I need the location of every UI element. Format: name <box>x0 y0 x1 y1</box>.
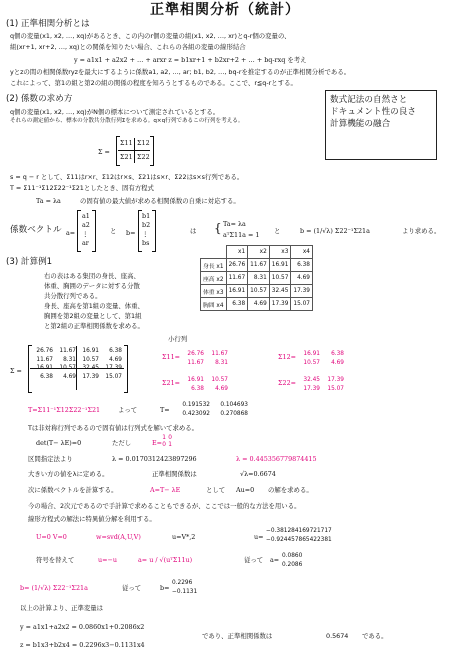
e-matrix-cell: 0 <box>162 442 166 448</box>
a-result-values <box>282 552 302 570</box>
big-sigma-cell: 4.69 <box>109 356 122 363</box>
sigma12-row <box>296 359 344 368</box>
yotte2-text: 従って <box>244 556 264 564</box>
table-row <box>201 272 313 285</box>
row-label: 身長 x1 <box>201 259 227 272</box>
s1-paragraph-1: q個の変量(x1, x2, …, xq)があるとき、この内のr個の変量の組(x1, x2, …, xr)とq-r個の変量の、 <box>10 32 291 40</box>
b-result-item: 0.2296 <box>172 580 193 586</box>
sigma11-values <box>180 350 228 367</box>
description-line: 胸囲を第2組の変量として、第1組 <box>44 312 142 320</box>
big-sigma-row <box>30 364 122 373</box>
sigma11-cell: 26.76 <box>187 351 204 357</box>
e-matrix-cell: 0 <box>168 435 172 441</box>
sigma11-row <box>180 359 228 368</box>
sigma21-cell: 6.38 <box>191 385 204 392</box>
description-line: 体重、胸囲のデータに対する分散 <box>44 282 140 290</box>
big-sigma-row <box>30 347 122 356</box>
u-negate: u=−u <box>98 556 117 564</box>
b-vector-label: b= <box>126 229 136 237</box>
table-cell: 4.69 <box>248 298 270 311</box>
t-matrix-label: T= <box>160 406 170 414</box>
t-matrix-cell: 0.104693 <box>220 402 248 408</box>
eigen-equation: Ta = λa <box>36 197 61 205</box>
sigma22-label: Σ22= <box>278 379 297 387</box>
u-vector-label: u= <box>254 533 264 541</box>
s2-paragraph-1: q個の変量(x1, x2, …, xq)がN個の標本について測定されているとする。 <box>10 108 220 116</box>
big-sigma-cell: 32.45 <box>82 365 99 371</box>
t-matrix-cell: 0.191532 <box>182 402 210 408</box>
e-matrix-values <box>160 435 172 449</box>
u-vector-item: −0.924457865422381 <box>266 537 332 543</box>
au-equation: Au=0 <box>236 486 255 494</box>
tadashi-text: ただし <box>112 439 132 447</box>
s2-paragraph-3: s = q − r として、Σ11はr×r、Σ12はr×s、Σ21はs×r、Σ22はs×s行列である。 <box>10 173 244 181</box>
table-cell: 8.31 <box>248 272 270 285</box>
system-eq-2: aᵀΣ11a = 1 <box>223 231 260 239</box>
note-line-1: 数式記法の自然さと <box>330 95 408 105</box>
t-matrix-cell: 0.270868 <box>220 411 248 417</box>
table-cell: 15.07 <box>291 298 313 311</box>
table-cell: 16.91 <box>269 259 291 272</box>
s2-paragraph-5: の固有値の最大値が求める相関係数の自乗に対応する。 <box>80 197 240 205</box>
sign-change-text: 符号を替えて <box>36 556 75 564</box>
a-matrix-equation: A=T− λE <box>150 486 181 494</box>
sigma12-cell: 6.38 <box>331 351 344 357</box>
big-sigma-cell: 11.67 <box>59 348 76 354</box>
section-2-heading: (2) 係数の求め方 <box>6 94 73 104</box>
table-row <box>201 259 313 272</box>
description-line: と第2組の正準相関係数を求める。 <box>44 322 144 330</box>
a-result-item: 0.0860 <box>282 553 303 559</box>
a-vector-item: ar <box>82 239 89 247</box>
table-header-row <box>201 246 313 259</box>
big-sigma-right-bracket <box>124 345 128 393</box>
lambda-2: λ = 0.445356779874415 <box>236 455 317 463</box>
s2-paragraph-4: T = Σ11⁻¹Σ12Σ22⁻¹Σ21としたとき、固有方程式 <box>10 184 154 192</box>
a-vector-right-bracket <box>92 210 96 252</box>
u-vector-item: −0.381284169721717 <box>266 528 332 534</box>
lambda-1: λ = 0.0170312423897296 <box>112 455 197 463</box>
canonical-corr-label: 正準相関係数は <box>152 470 197 478</box>
big-sigma-cell: 6.38 <box>40 373 53 380</box>
big-sigma-cell: 15.07 <box>105 373 122 380</box>
sigma-label: Σ = <box>98 148 110 156</box>
table-cell: 26.76 <box>226 259 248 272</box>
table-cell: 10.57 <box>248 285 270 298</box>
yotte3-text: 従って <box>122 584 142 592</box>
sigma22-row <box>296 385 344 394</box>
e-matrix-row <box>160 435 172 442</box>
sigma21-cell: 16.91 <box>187 377 204 383</box>
t-nonsymmetric-note: Tは非対称行列であるので固有値は行列式を解いて求める。 <box>28 424 199 432</box>
a-vector-item: a2 <box>82 221 90 229</box>
sigma12-cell: 10.57 <box>303 359 320 366</box>
and2-text: と <box>274 227 281 235</box>
sigma12-row <box>296 350 344 359</box>
toshite-text: として <box>206 486 226 494</box>
note-line-3: 計算機能の融合 <box>330 119 391 129</box>
u-assign: u=V*,2 <box>172 533 196 541</box>
big-sigma-cell: 11.67 <box>36 356 53 363</box>
table-cell: 32.45 <box>269 285 291 298</box>
final-value: 0.5674 <box>326 632 349 640</box>
s1-paragraph-2: 組(xr+1, xr+2, …, xq)との関係を知りたい場合、これらの各組の変量の線形結合 <box>10 43 246 51</box>
a-vector-item: ⋮ <box>82 230 89 238</box>
big-sigma-row <box>30 373 122 382</box>
t-matrix-cell: 0.423092 <box>182 411 210 417</box>
sigma11-label: Σ11= <box>162 353 181 361</box>
b-vector-right-bracket <box>152 210 156 252</box>
u-vector-values <box>266 527 332 545</box>
table-header: x1 <box>226 246 248 259</box>
table-cell: 17.39 <box>269 298 291 311</box>
b-vector-item: b2 <box>142 221 151 229</box>
b-equation: b = (1/√λ) Σ22⁻¹Σ21a <box>300 227 370 235</box>
row-label: 胸囲 x4 <box>201 298 227 311</box>
final-text-2: である。 <box>362 632 388 640</box>
covariance-table <box>200 245 313 311</box>
au-solve-text: の解を求める。 <box>268 486 313 494</box>
z-canonical-variate: z = b1x3+b2x4 = 0.2296x3−0.1131x4 <box>20 641 145 649</box>
sqrt-lambda: √λ=0.6674 <box>240 470 276 478</box>
svd-paragraph: 線形方程式の解法に特異値分解を利用する。 <box>28 515 156 523</box>
ha-text: は <box>190 227 197 235</box>
description-line: 右の表はある集団の身長、座高、 <box>44 272 140 280</box>
sigma12-cell: 4.69 <box>331 359 344 366</box>
yotte-text: よって <box>118 406 138 414</box>
big-sigma-cell: 8.31 <box>63 356 76 363</box>
sigma22-cell: 32.45 <box>303 377 320 383</box>
big-sigma-cell: 17.39 <box>82 373 99 380</box>
sigma-divider-h <box>118 150 150 151</box>
table-cell: 11.67 <box>226 272 248 285</box>
t-matrix-row <box>172 410 248 419</box>
description-line: 共分散行列である。 <box>44 292 102 300</box>
example-description <box>44 271 144 331</box>
table-cell: 16.91 <box>226 285 248 298</box>
sigma-12: Σ12 <box>137 139 150 147</box>
svd-call: w=svd(A,U,V) <box>96 533 141 541</box>
sigma12-cell: 16.91 <box>303 351 320 357</box>
table-corner <box>201 246 227 259</box>
a-result-item: 0.2086 <box>282 562 303 568</box>
row-label: 体重 x3 <box>201 285 227 298</box>
table-header: x2 <box>248 246 270 259</box>
a-normalize: a= u / √(uᵀΣ11u) <box>138 556 193 564</box>
big-sigma-cell: 10.57 <box>82 356 99 363</box>
coef-vector-label: 係数ベクトル <box>10 225 62 235</box>
and-text: と <box>110 227 117 235</box>
b-vector-item: b1 <box>142 212 151 220</box>
sigma21-row <box>180 376 228 385</box>
svd-init: U=0 V=0 <box>36 533 67 541</box>
table-cell: 10.57 <box>269 272 291 285</box>
t-matrix-values <box>172 401 248 419</box>
a-vector-item: a1 <box>82 212 90 220</box>
b-vector-item: ⋮ <box>142 230 149 238</box>
sigma22-values <box>296 376 344 393</box>
section-1-heading: (1) 正準相関分析とは <box>6 19 90 29</box>
table-cell: 4.69 <box>291 272 313 285</box>
big-sigma-row <box>30 356 122 365</box>
big-sigma-cell: 16.91 <box>36 365 53 371</box>
s2-paragraph-2: それらの測定値から、標本の分散共分散行列Σを求める。q×q行列であるこの行列を考える。 <box>10 118 244 124</box>
e-matrix-row <box>160 442 172 449</box>
determinant-equation: det(T− λE)=0 <box>36 439 82 447</box>
big-sigma-values <box>30 347 122 381</box>
table-row <box>201 298 313 311</box>
big-sigma-cell: 26.76 <box>36 348 53 354</box>
sigma12-label: Σ12= <box>278 353 297 361</box>
sigma21-row <box>180 385 228 394</box>
sigma-22: Σ22 <box>137 153 150 161</box>
big-sigma-cell: 6.38 <box>109 348 122 354</box>
table-cell: 6.38 <box>291 259 313 272</box>
sigma22-cell: 17.39 <box>303 385 320 392</box>
table-header: x4 <box>291 246 313 259</box>
table-cell: 17.39 <box>291 285 313 298</box>
system-eq-1: Ta= λa <box>223 220 246 228</box>
a-vector-label: a= <box>66 229 76 237</box>
feature-note-box <box>325 90 437 160</box>
s1-paragraph-3: yとzの間の相関係数ryzを最大にするように係数a1, a2, …, ar; b1, b2, …, bq-rを推定するのが正準相関分析である。 <box>10 68 351 76</box>
table-header: x3 <box>269 246 291 259</box>
e-matrix-label: E= <box>152 439 163 447</box>
sigma-right-bracket <box>150 136 154 166</box>
big-sigma-cell: 16.91 <box>82 348 99 354</box>
two-dim-paragraph: 今の場合、2次元であるので手計算で求めることもできるが、ここでは一般的な方法を用いる。 <box>28 502 301 510</box>
t-definition: T=Σ11⁻¹Σ12Σ22⁻¹Σ21 <box>28 406 101 414</box>
system-brace: { <box>214 221 222 235</box>
sigma11-row <box>180 350 228 359</box>
section-3-heading: (3) 計算例1 <box>6 257 53 267</box>
b-normalize: b= (1/√λ) Σ22⁻¹Σ21a <box>20 584 88 592</box>
larger-value-text: 大きい方の値をλに定める。 <box>28 470 109 478</box>
sigma-21: Σ21 <box>120 153 133 161</box>
a-vector-left-bracket <box>77 210 81 252</box>
result-intro: 以上の計算より、正準変量は <box>20 604 104 612</box>
a-vector-items <box>82 212 90 248</box>
b-vector-item: bs <box>142 239 150 247</box>
sigma-11: Σ11 <box>120 139 133 147</box>
description-line: 身長、座高を第1組の変量、体重、 <box>44 302 144 310</box>
sigma11-cell: 11.67 <box>187 359 204 366</box>
s1-linear-combination: y = a1x1 + a2x2 + … + arxr z = b1xr+1 + b2xr+2 + … + bq-rxq を考え <box>74 56 307 64</box>
sigma21-label: Σ21= <box>162 379 181 387</box>
row-label: 座高 x2 <box>201 272 227 285</box>
y-canonical-variate: y = a1x1+a2x2 = 0.0860x1+0.2086x2 <box>20 623 145 631</box>
submatrix-label: 小行列 <box>168 335 188 343</box>
interval-method-text: 区間指定法より <box>28 455 73 463</box>
b-result-item: −0.1131 <box>172 589 198 595</box>
sigma22-cell: 15.07 <box>327 385 344 392</box>
table-cell: 6.38 <box>226 298 248 311</box>
s1-paragraph-4: これによって、第1の組と第2の組の関係の程度を知ろうとするものである。ここで、r≦q-rとする。 <box>10 79 297 87</box>
big-sigma-label: Σ = <box>10 367 22 375</box>
sigma21-cell: 10.57 <box>211 377 228 383</box>
sigma11-cell: 8.31 <box>215 359 228 366</box>
sigma21-values <box>180 376 228 393</box>
yori-text: より求める。 <box>402 227 441 235</box>
big-sigma-cell: 10.57 <box>59 365 76 371</box>
note-line-2: ドキュメント性の良さ <box>330 107 416 117</box>
e-matrix-cell: 1 <box>162 435 166 441</box>
t-matrix-row <box>172 401 248 410</box>
b-vector-items <box>142 212 150 248</box>
big-sigma-cell: 17.39 <box>105 365 122 371</box>
sigma12-values <box>296 350 344 367</box>
table-cell: 11.67 <box>248 259 270 272</box>
sigma22-cell: 17.39 <box>327 377 344 383</box>
b-result-values <box>172 579 197 597</box>
e-matrix-cell: 1 <box>168 442 172 448</box>
sigma22-row <box>296 376 344 385</box>
big-sigma-cell: 4.69 <box>63 373 76 380</box>
sigma11-cell: 11.67 <box>211 351 228 357</box>
next-step-text: 次に係数ベクトルを計算する。 <box>28 486 118 494</box>
final-text-1: であり、正準相関係数は <box>202 632 273 640</box>
a-result-label: a= <box>270 556 280 564</box>
page-title: 正準相関分析（統計） <box>150 2 300 18</box>
table-row <box>201 285 313 298</box>
b-result-label: b= <box>160 584 170 592</box>
sigma21-cell: 4.69 <box>215 385 228 392</box>
